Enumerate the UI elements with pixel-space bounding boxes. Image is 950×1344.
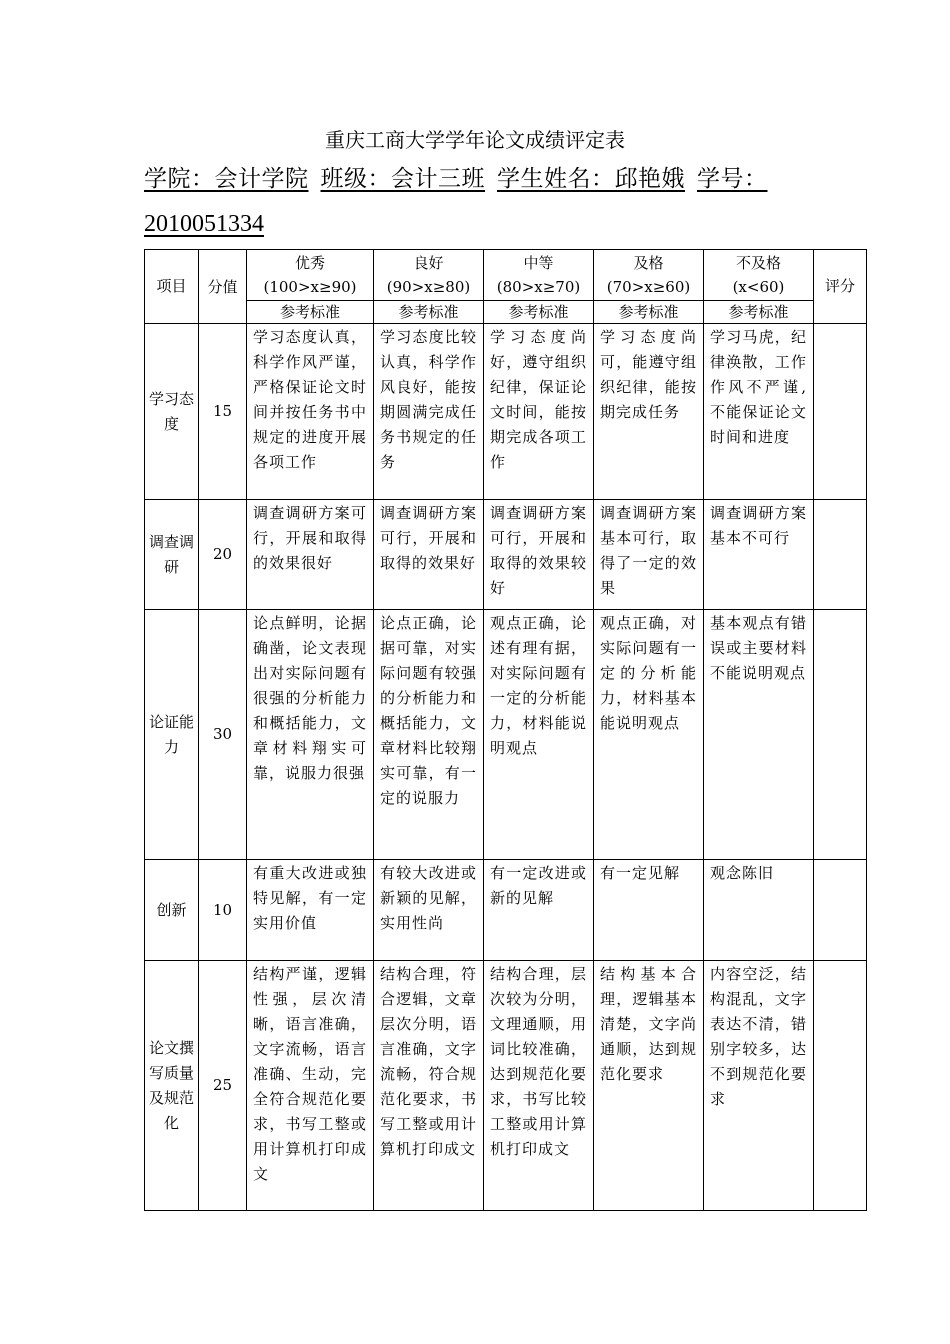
grade-name: 中等 (523, 254, 554, 272)
grade-range: (80>x≥70) (496, 278, 581, 296)
criteria-cell: 学习态度认真，科学作风严谨，严格保证论文时间并按任务书中规定的进度开展各项工作 (247, 324, 374, 500)
student-name-field: 学生姓名：邱艳娥 (497, 166, 685, 192)
header-row (145, 250, 867, 301)
criteria-cell: 有一定改进或新的见解 (484, 860, 594, 961)
college-field: 学院：会计学院 (144, 166, 309, 192)
table-row (145, 324, 867, 500)
rating-cell[interactable] (814, 610, 867, 860)
table-row (145, 610, 867, 860)
header-grade-excellent (247, 250, 374, 301)
criteria-cell: 学习态度尚可，能遵守组织纪律，能按期完成任务 (594, 324, 704, 500)
reference-label: 参考标准 (247, 301, 374, 324)
criteria-cell: 有一定见解 (594, 860, 704, 961)
rating-cell[interactable] (814, 324, 867, 500)
grade-name: 良好 (413, 254, 444, 272)
table-row (145, 860, 867, 961)
row-item: 论文撰写质量及规范化 (145, 961, 199, 1211)
criteria-cell: 调查调研方案可行，开展和取得的效果很好 (247, 500, 374, 610)
header-grade-good (374, 250, 484, 301)
row-item: 论证能力 (145, 610, 199, 860)
reference-label: 参考标准 (374, 301, 484, 324)
header-grade-medium (484, 250, 594, 301)
row-score: 30 (199, 610, 247, 860)
student-id-value: 2010051334 (144, 211, 264, 237)
grade-name: 优秀 (294, 254, 325, 272)
criteria-cell: 内容空泛，结构混乱，文字表达不清，错别字较多，达不到规范化要求 (704, 961, 814, 1211)
reference-label: 参考标准 (704, 301, 814, 324)
header-item: 项目 (145, 250, 199, 324)
criteria-cell: 调查调研方案基本可行，取得了一定的效果 (594, 500, 704, 610)
rating-cell[interactable] (814, 961, 867, 1211)
criteria-cell: 论点鲜明，论据确凿，论文表现出对实际问题有很强的分析能力和概括能力，文章材料翔实可靠，说服力很强 (247, 610, 374, 860)
row-item: 调查调研 (145, 500, 199, 610)
criteria-cell: 结构合理，层次较为分明，文理通顺，用词比较准确，达到规范化要求，书写比较工整或用计算机打印成文 (484, 961, 594, 1211)
criteria-cell: 结构合理，符合逻辑，文章层次分明，语言准确，文字流畅，符合规范化要求，书写工整或用计算机打印成文 (374, 961, 484, 1211)
rating-cell[interactable] (814, 860, 867, 961)
criteria-cell: 有重大改进或独特见解，有一定实用价值 (247, 860, 374, 961)
criteria-cell: 观念陈旧 (704, 860, 814, 961)
grade-range: (90>x≥80) (386, 278, 471, 296)
row-item: 学习态度 (145, 324, 199, 500)
header-score: 分值 (199, 250, 247, 324)
grade-table (144, 249, 867, 1211)
reference-label: 参考标准 (594, 301, 704, 324)
criteria-cell: 结构基本合理，逻辑基本清楚，文字尚通顺，达到规范化要求 (594, 961, 704, 1211)
row-score: 15 (199, 324, 247, 500)
header-grade-fail (704, 250, 814, 301)
criteria-cell: 基本观点有错误或主要材料不能说明观点 (704, 610, 814, 860)
criteria-cell: 调查调研方案可行，开展和取得的效果较好 (484, 500, 594, 610)
reference-row (145, 301, 867, 324)
row-score: 25 (199, 961, 247, 1211)
criteria-cell: 论点正确，论据可靠，对实际问题有较强的分析能力和概括能力，文章材料比较翔实可靠，有一定的说服力 (374, 610, 484, 860)
student-id-label: 学号： (697, 166, 768, 192)
reference-label: 参考标准 (484, 301, 594, 324)
row-score: 20 (199, 500, 247, 610)
table-row (145, 500, 867, 610)
grade-name: 及格 (633, 254, 664, 272)
criteria-cell: 调查调研方案基本不可行 (704, 500, 814, 610)
grade-range: (100>x≥90) (263, 278, 357, 296)
row-item: 创新 (145, 860, 199, 961)
criteria-cell: 学习态度尚好，遵守组织纪律，保证论文时间，能按期完成各项工作 (484, 324, 594, 500)
page-title: 重庆工商大学学年论文成绩评定表 (325, 128, 625, 152)
criteria-cell: 有较大改进或新颖的见解，实用性尚 (374, 860, 484, 961)
row-score: 10 (199, 860, 247, 961)
criteria-cell: 观点正确，论述有理有据，对实际问题有一定的分析能力，材料能说明观点 (484, 610, 594, 860)
table-row (145, 961, 867, 1211)
header-grade-pass (594, 250, 704, 301)
criteria-cell: 调查调研方案可行，开展和取得的效果好 (374, 500, 484, 610)
rating-cell[interactable] (814, 500, 867, 610)
criteria-cell: 观点正确，对实际问题有一定的分析能力，材料基本能说明观点 (594, 610, 704, 860)
grade-name: 不及格 (735, 254, 781, 272)
header-rating: 评分 (814, 250, 867, 324)
student-info-line (144, 160, 780, 193)
criteria-cell: 学习态度比较认真，科学作风良好，能按期圆满完成任务书规定的任务 (374, 324, 484, 500)
grade-range: (x<60) (732, 278, 785, 296)
grade-range: (70>x≥60) (606, 278, 691, 296)
criteria-cell: 学习马虎，纪律涣散，工作作风不严谨,不能保证论文时间和进度 (704, 324, 814, 500)
class-field: 班级：会计三班 (320, 166, 485, 192)
criteria-cell: 结构严谨，逻辑性强，层次清晰，语言准确，文字流畅，语言准确、生动，完全符合规范化要求，书写工整或用计算机打印成文 (247, 961, 374, 1211)
